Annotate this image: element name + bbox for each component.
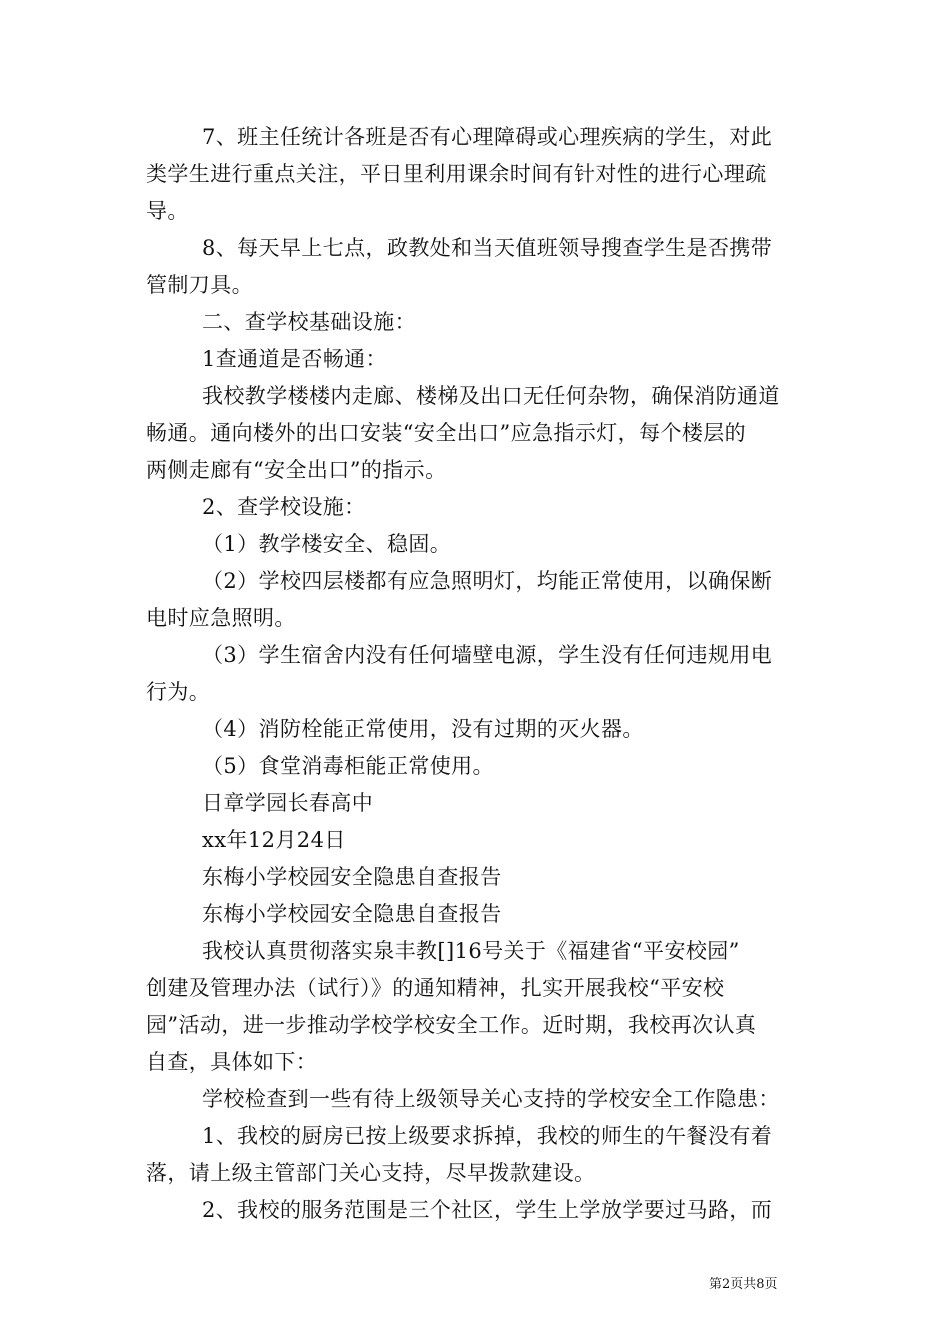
paragraph-line: 我校教学楼楼内走廊、楼梯及出口无任何杂物，确保消防通道	[202, 384, 780, 408]
subsection-heading: 1查通道是否畅通：	[202, 347, 387, 371]
paragraph-line: 创建及管理办法（试行）》的通知精神，扎实开展我校“平安校	[146, 976, 725, 1000]
paragraph-line: 两侧走廊有“安全出口”的指示。	[146, 458, 447, 482]
paragraph-line: 我校认真贯彻落实泉丰教[]16号关于《福建省“平安校园”	[202, 939, 740, 963]
signature-date: xx年12月24日	[202, 828, 346, 852]
report-title: 东梅小学校园安全隐患自查报告	[202, 902, 502, 926]
paragraph-line: 畅通。通向楼外的出口安装“安全出口”应急指示灯，每个楼层的	[146, 421, 747, 445]
paragraph-line: 8、每天早上七点，政教处和当天值班领导搜查学生是否携带	[202, 236, 773, 260]
list-item: （4）消防栓能正常使用，没有过期的灭火器。	[202, 717, 644, 741]
list-item: 1、我校的厨房已按上级要求拆掉，我校的师生的午餐没有着	[202, 1124, 773, 1148]
paragraph-line: 导。	[146, 199, 189, 223]
paragraph-line: 学校检查到一些有待上级领导关心支持的学校安全工作隐患：	[202, 1087, 780, 1111]
list-item: （5）食堂消毒柜能正常使用。	[202, 754, 494, 778]
page-number: 第2页共8页	[709, 1277, 778, 1292]
paragraph-line: 自查，具体如下：	[146, 1050, 318, 1074]
paragraph-line: 7、班主任统计各班是否有心理障碍或心理疾病的学生，对此	[202, 125, 773, 149]
list-item: 2、我校的服务范围是三个社区，学生上学放学要过马路，而	[202, 1198, 773, 1222]
list-item: （3）学生宿舍内没有任何墙壁电源，学生没有任何违规用电	[202, 643, 773, 667]
section-heading: 二、查学校基础设施：	[202, 310, 416, 334]
paragraph-line: 园”活动，进一步推动学校学校安全工作。近时期，我校再次认真	[146, 1013, 757, 1037]
paragraph-line: 行为。	[146, 680, 211, 704]
signature-school: 日章学园长春高中	[202, 791, 374, 815]
list-item: （1）教学楼安全、稳固。	[202, 532, 452, 556]
subsection-heading: 2、查学校设施：	[202, 495, 366, 519]
report-title: 东梅小学校园安全隐患自查报告	[202, 865, 502, 889]
paragraph-line: 落，请上级主管部门关心支持，尽早拨款建设。	[146, 1161, 596, 1185]
paragraph-line: 电时应急照明。	[146, 606, 296, 630]
paragraph-line: 管制刀具。	[146, 273, 253, 297]
paragraph-line: 类学生进行重点关注，平日里利用课余时间有针对性的进行心理疏	[146, 162, 767, 186]
list-item: （2）学校四层楼都有应急照明灯，均能正常使用，以确保断	[202, 569, 773, 593]
